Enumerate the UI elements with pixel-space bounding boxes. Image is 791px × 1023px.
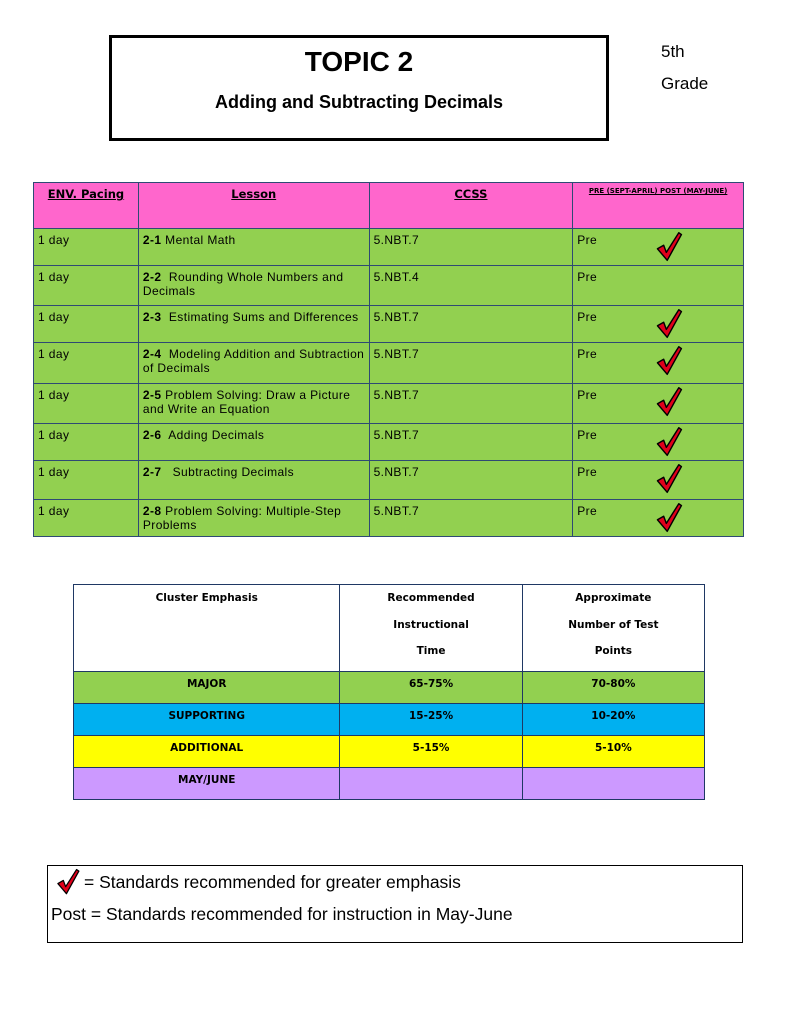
lessons-table — [33, 182, 744, 537]
cluster-row-supporting — [74, 703, 705, 735]
checkmark-icon — [655, 386, 683, 418]
lesson-term-label: Pre — [577, 270, 598, 284]
cluster-time: 65-75% — [340, 671, 522, 703]
cluster-header-emphasis-text: Cluster Emphasis — [155, 592, 258, 604]
checkmark-icon — [655, 345, 683, 377]
lesson-row — [34, 461, 744, 500]
lesson-name — [138, 343, 369, 384]
header-pacing: ENV. Pacing — [34, 183, 139, 229]
time-header-line2: Instructional — [393, 618, 469, 631]
lesson-title: Rounding Whole Numbers and Decimals — [142, 270, 348, 298]
cluster-label: SUPPORTING — [74, 703, 340, 735]
lesson-term — [573, 461, 744, 500]
lesson-term — [573, 266, 744, 306]
cluster-points: 10-20% — [522, 703, 704, 735]
lesson-row — [34, 306, 744, 343]
lesson-name — [138, 266, 369, 306]
lesson-term-label: Pre — [577, 465, 598, 479]
lesson-row — [34, 229, 744, 266]
lesson-pacing: 1 day — [34, 500, 139, 537]
lesson-row — [34, 266, 744, 306]
cluster-emphasis-table — [73, 584, 705, 800]
legend-box — [47, 865, 743, 943]
cluster-points: 5-10% — [522, 735, 704, 767]
lesson-title: Problem Solving: Multiple-Step Problems — [142, 504, 345, 532]
lesson-row — [34, 500, 744, 537]
cluster-time: 15-25% — [340, 703, 522, 735]
lesson-ccss: 5.NBT.4 — [369, 266, 573, 306]
cluster-row-major — [74, 671, 705, 703]
checkmark-icon — [655, 426, 683, 458]
cluster-points: 70-80% — [522, 671, 704, 703]
cluster-time: 5-15% — [340, 735, 522, 767]
lesson-term-label: Pre — [577, 388, 598, 402]
cluster-time — [340, 767, 522, 799]
lesson-pacing: 1 day — [34, 306, 139, 343]
lesson-pacing: 1 day — [34, 424, 139, 461]
lesson-term — [573, 343, 744, 384]
checkmark-icon — [655, 502, 683, 534]
lesson-term — [573, 500, 744, 537]
checkmark-icon — [655, 463, 683, 495]
lesson-ccss: 5.NBT.7 — [369, 461, 573, 500]
cluster-label: ADDITIONAL — [74, 735, 340, 767]
grade-label: Grade — [661, 74, 709, 93]
checkmark-icon — [655, 231, 683, 263]
lesson-pacing: 1 day — [34, 384, 139, 424]
lesson-pacing: 1 day — [34, 229, 139, 266]
lesson-row — [34, 424, 744, 461]
lesson-number: 2-3 — [142, 310, 162, 324]
lesson-pacing: 1 day — [34, 343, 139, 384]
lesson-number: 2-7 — [142, 465, 162, 479]
lesson-row — [34, 343, 744, 384]
lesson-term — [573, 384, 744, 424]
lesson-term-label: Pre — [577, 233, 598, 247]
checkmark-icon — [56, 868, 80, 896]
lesson-ccss: 5.NBT.7 — [369, 384, 573, 424]
lesson-title: Subtracting Decimals — [161, 465, 295, 479]
lesson-ccss: 5.NBT.7 — [369, 306, 573, 343]
lesson-title: Problem Solving: Draw a Picture and Write an Equation — [142, 388, 355, 416]
header-pre-post: PRE (SEPT-APRIL) POST (MAY-JUNE) — [573, 183, 744, 229]
lesson-number: 2-4 — [142, 347, 162, 361]
topic-title: TOPIC 2 — [304, 46, 414, 77]
lesson-number: 2-8 — [142, 504, 162, 518]
lesson-number: 2-6 — [142, 428, 162, 442]
lesson-number: 2-5 — [142, 388, 162, 402]
lesson-name — [138, 424, 369, 461]
cluster-points — [522, 767, 704, 799]
cluster-label: MAY/JUNE — [74, 767, 340, 799]
lesson-term — [573, 424, 744, 461]
lesson-number: 2-1 — [142, 233, 162, 247]
header-lesson: Lesson — [138, 183, 369, 229]
lesson-term-label: Pre — [577, 428, 598, 442]
lesson-term-label: Pre — [577, 347, 598, 361]
cluster-header-time — [340, 585, 522, 672]
lesson-term-label: Pre — [577, 310, 598, 324]
lesson-row — [34, 384, 744, 424]
lesson-title: Mental Math — [161, 233, 236, 247]
time-header-line3: Time — [416, 645, 446, 657]
lesson-title: Modeling Addition and Subtraction of Decimals — [142, 347, 368, 375]
lesson-name — [138, 306, 369, 343]
points-header-line3: Points — [594, 645, 632, 657]
points-header-line2: Number of Test — [568, 618, 659, 631]
lessons-header-row — [34, 183, 744, 229]
cluster-header-emphasis — [74, 585, 340, 672]
points-header-line1: Approximate — [575, 592, 652, 604]
legend-check-meaning: = Standards recommended for greater emphasis — [84, 872, 461, 892]
lesson-ccss: 5.NBT.7 — [369, 424, 573, 461]
lesson-name — [138, 229, 369, 266]
lesson-title: Estimating Sums and Differences — [161, 310, 359, 324]
cluster-header-points — [522, 585, 704, 672]
lesson-number: 2-2 — [142, 270, 162, 284]
lesson-term — [573, 306, 744, 343]
lesson-term-label: Pre — [577, 504, 598, 518]
cluster-row-additional — [74, 735, 705, 767]
lesson-ccss: 5.NBT.7 — [369, 500, 573, 537]
lesson-ccss: 5.NBT.7 — [369, 343, 573, 384]
lesson-pacing: 1 day — [34, 461, 139, 500]
lesson-name — [138, 500, 369, 537]
lesson-ccss: 5.NBT.7 — [369, 229, 573, 266]
cluster-header-row — [74, 585, 705, 672]
topic-title-box — [109, 35, 609, 141]
lesson-name — [138, 461, 369, 500]
lesson-pacing: 1 day — [34, 266, 139, 306]
topic-subtitle: Adding and Subtracting Decimals — [214, 92, 504, 112]
cluster-row-may-june — [74, 767, 705, 799]
lesson-title: Adding Decimals — [161, 428, 265, 442]
checkmark-icon — [655, 308, 683, 340]
header-ccss: CCSS — [369, 183, 573, 229]
legend-post-meaning: Post = Standards recommended for instruction in May-June — [51, 904, 513, 924]
lesson-term — [573, 229, 744, 266]
time-header-line1: Recommended — [387, 592, 475, 604]
grade-number: 5th — [661, 42, 685, 61]
cluster-label: MAJOR — [74, 671, 340, 703]
lesson-name — [138, 384, 369, 424]
